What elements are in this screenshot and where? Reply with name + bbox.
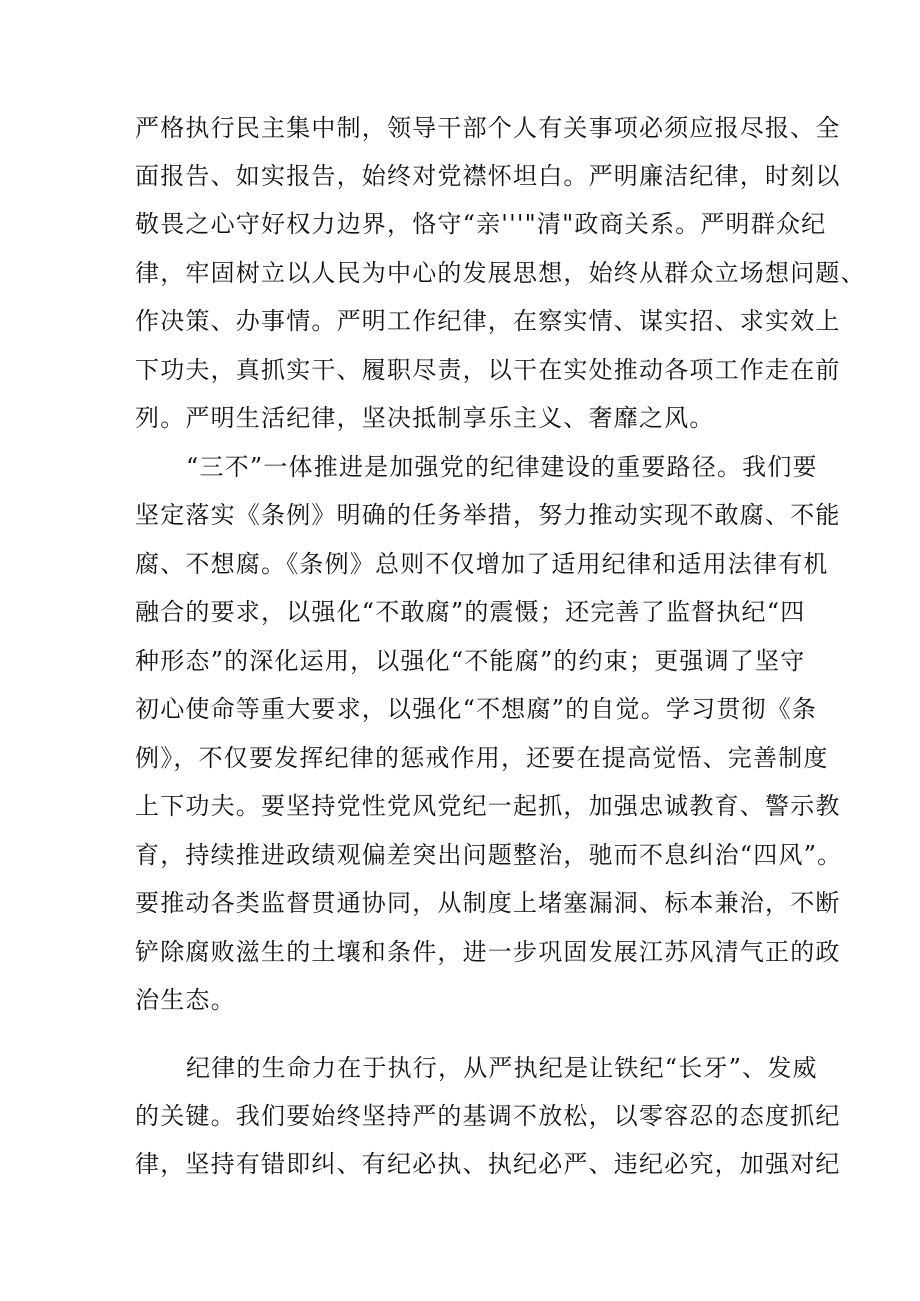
text-line: 融合的要求，以强化“不敢腐”的震慑；还完善了监督执纪“四 xyxy=(135,598,806,626)
text-line: 敬畏之心守好权力边界，恪守“亲'''"清"政商关系。严明群众纪 xyxy=(135,210,827,238)
text-line: 初心使命等重大要求，以强化“不想腐”的自觉。学习贯彻《条 xyxy=(135,695,818,723)
text-line: 铲除腐败滋生的土壤和条件，进一步巩固发展江苏风清气正的政 xyxy=(135,938,841,966)
text-line: 律，坚持有错即纠、有纪必执、执纪必严、违纪必究，加强对纪 xyxy=(135,1150,841,1178)
text-line: 下功夫，真抓实干、履职尽责，以干在实处推动各项工作走在前 xyxy=(135,356,841,384)
text-line: 列。严明生活纪律，坚决抵制享乐主义、奢靡之风。 xyxy=(135,404,715,432)
paragraph-first-line: 纪律的生命力在于执行，从严执纪是让铁纪“长牙”、发威 xyxy=(186,1054,818,1082)
paragraph-first-line: “三不”一体推进是加强党的纪律建设的重要路径。我们要 xyxy=(186,453,818,481)
text-line: 上下功夫。要坚持党性党风党纪一起抓，加强忠诚教育、警示教 xyxy=(135,792,841,820)
text-line: 治生态。 xyxy=(135,986,236,1014)
text-line: 作决策、办事情。严明工作纪律，在察实情、谋实招、求实效上 xyxy=(135,307,841,335)
text-line: 例》，不仅要发挥纪律的惩戒作用，还要在提高觉悟、完善制度 xyxy=(135,744,829,772)
text-line: 的关键。我们要始终坚持严的基调不放松，以零容忍的态度抓纪 xyxy=(135,1102,841,1130)
text-line: 育，持续推进政绩观偏差突出问题整治，驰而不息纠治“四风”。 xyxy=(135,841,843,869)
text-line: 坚定落实《条例》明确的任务举措，努力推动实现不敢腐、不能 xyxy=(135,501,841,529)
text-line: 要推动各类监督贯通协同，从制度上堵塞漏洞、标本兼治，不断 xyxy=(135,889,841,917)
text-line: 腐、不想腐。《条例》总则不仅增加了适用纪律和适用法律有机 xyxy=(135,550,829,578)
text-line: 律，牢固树立以人民为中心的发展思想，始终从群众立场想问题、 xyxy=(135,259,866,287)
text-line: 严格执行民主集中制，领导干部个人有关事项必须应报尽报、全 xyxy=(135,114,841,142)
text-line: 种形态”的深化运用，以强化“不能腐”的约束；更强调了坚守 xyxy=(135,647,806,675)
text-line: 面报告、如实报告，始终对党襟怀坦白。严明廉洁纪律，时刻以 xyxy=(135,162,841,190)
